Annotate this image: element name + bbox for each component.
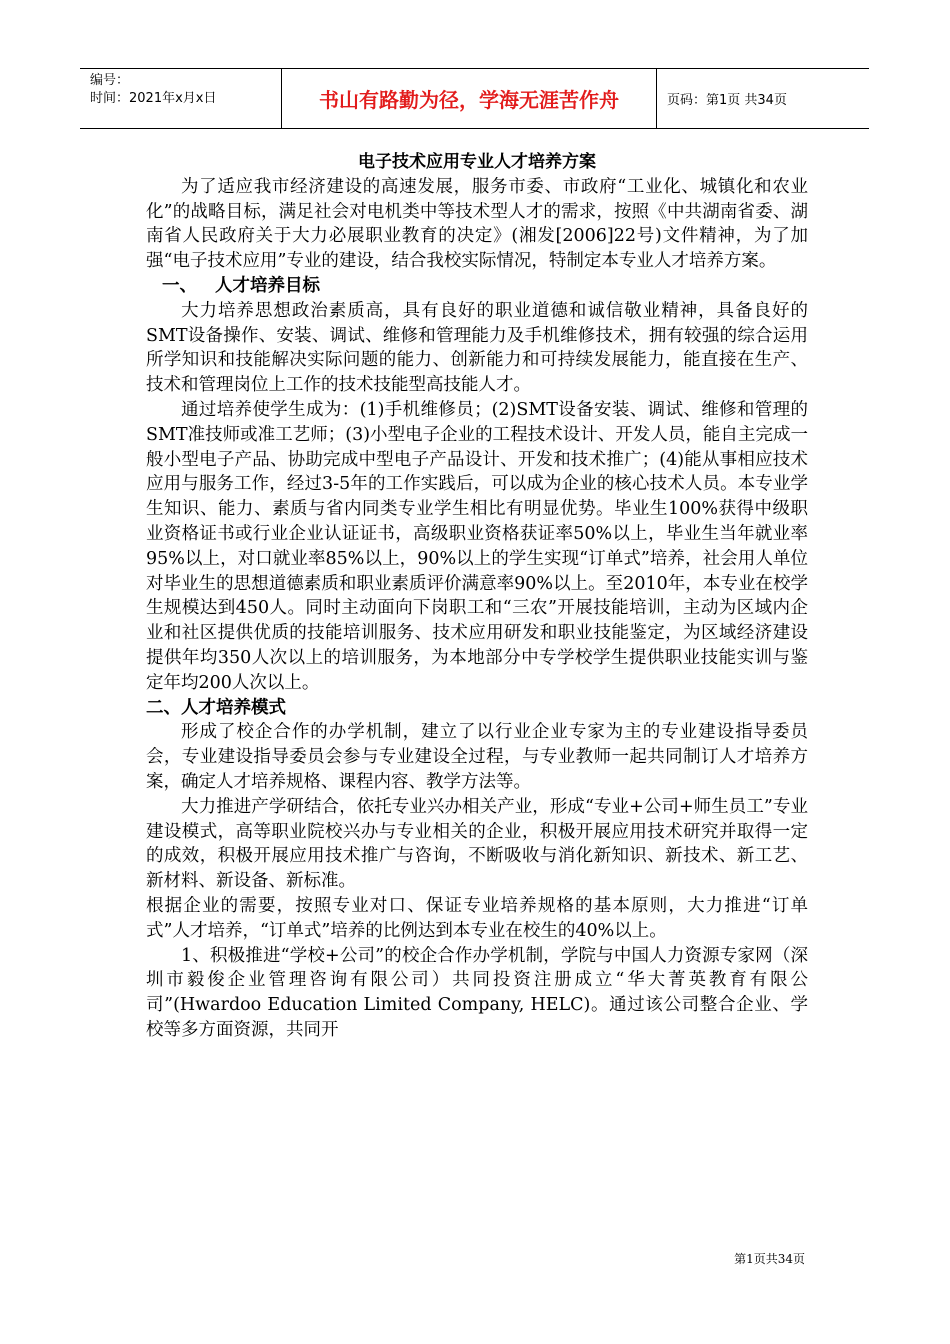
header-motto: 书山有路勤为径，学海无涯苦作舟 <box>282 69 657 128</box>
model-paragraph-2: 大力推进产学研结合，依托专业兴办相关产业，形成“专业+公司+师生员工”专业建设模式，高等职业院校兴办与专业相关的企业，积极开展应用技术研究并取得一定的成效，积极开展应用技术推广与咨询，不断吸收与消化新知识、新技术、新工艺、新材料、新设备、新标准。 <box>146 796 808 892</box>
doc-time-label: 时间：2021年x月x日 <box>90 91 217 106</box>
model-paragraph-1: 形成了校企合作的办学机制，建立了以行业企业专家为主的专业建设指导委员会，专业建设指导委员会参与专业建设全过程，与专业教师一起共同制订人才培养方案，确定人才培养规格、课程内容、教学方法等。 <box>146 722 808 792</box>
document-body <box>146 150 808 1043</box>
section-heading-goals <box>146 274 808 299</box>
doc-number-label: 编号： <box>90 73 130 88</box>
section-title: 人才培养目标 <box>215 275 320 296</box>
document-title: 电子技术应用专业人才培养方案 <box>358 152 596 172</box>
page-header <box>80 68 869 129</box>
section-number: 一、 <box>162 275 197 296</box>
header-page-number: 页码：第1页 共34页 <box>667 93 787 108</box>
section-heading-model: 二、人才培养模式 <box>146 697 286 718</box>
page-footer: 第1页共34页 <box>734 1252 805 1266</box>
goals-paragraph-2: 通过培养使学生成为：(1)手机维修员；(2)SMT设备安装、调试、维修和管理的SMT准技师或准工艺师；(3)小型电子企业的工程技术设计、开发人员，能自主完成一般小型电子产品、协助完成中型电子产品设计、开发和技术推广；(4)能从事相应技术应用与服务工作，经过3-5年的工作实践后，可以成为企业的核心技术人员。本专业学生知识、能力、素质与省内同类专业学生相比有明显优势。毕业生100%获得中级职业资格证书或行业企业认证证书，高级职业资格获证率50%以上，毕业生当年就业率95%以上，对口就业率85%以上，90%以上的学生实现“订单式”培养，社会用人单位对毕业生的思想道德素质和职业素质评价满意率90%以上。至2010年，本专业在校学生规模达到450人。同时主动面向下岗职工和“三农”开展技能培训，主动为区域内企业和社区提供优质的技能培训服务、技术应用研发和职业技能鉴定，为区域经济建设提供年均350人次以上的培训服务，为本地部分中专学校学生提供职业技能实训与鉴定年均200人次以上。 <box>146 399 808 693</box>
model-paragraph-3: 根据企业的需要，按照专业对口、保证专业培养规格的基本原则，大力推进“订单式”人才培养，“订单式”培养的比例达到本专业在校生的40%以上。 <box>146 895 808 941</box>
header-meta <box>80 69 282 128</box>
goals-paragraph-1: 大力培养思想政治素质高，具有良好的职业道德和诚信敬业精神，具备良好的SMT设备操作、安装、调试、维修和管理能力及手机维修技术，拥有较强的综合运用所学知识和技能解决实际问题的能力、创新能力和可持续发展能力，能直接在生产、技术和管理岗位上工作的技术技能型高技能人才。 <box>146 300 808 396</box>
model-paragraph-4: 1、积极推进“学校+公司”的校企合作办学机制，学院与中国人力资源专家网（深圳市毅俊企业管理咨询有限公司）共同投资注册成立“华大菁英教育有限公司”(Hwardoo Education Limited Company, HELC)。通过该公司整合企业、学校等多方面资源，共同开 <box>146 945 808 1040</box>
intro-paragraph: 为了适应我市经济建设的高速发展，服务市委、市政府“工业化、城镇化和农业化”的战略目标，满足社会对电机类中等技术型人才的需求，按照《中共湖南省委、湖南省人民政府关于大力必展职业教育的决定》(湘发[2006]22号)文件精神，为了加强“电子技术应用”专业的建设，结合我校实际情况，特制定本专业人才培养方案。 <box>146 176 808 272</box>
